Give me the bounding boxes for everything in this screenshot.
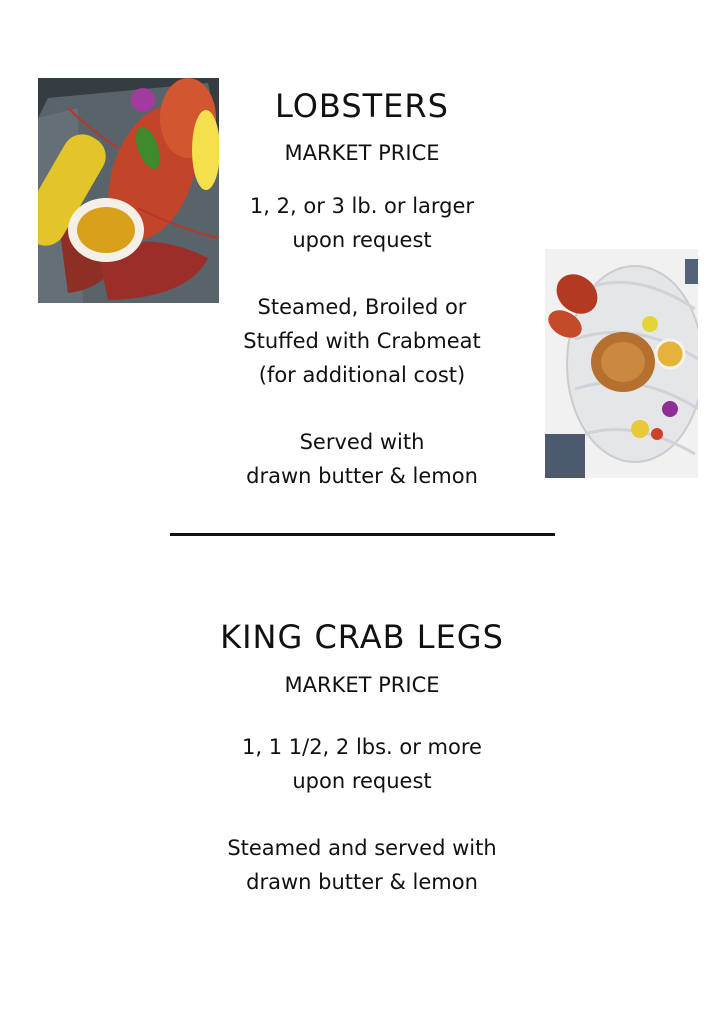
lobsters-prep-line-3: (for additional cost)	[258, 363, 466, 387]
lobsters-sizes-line-1: 1, 2, or 3 lb. or larger	[249, 194, 475, 218]
king-crab-served-line-1: Steamed and served with	[227, 836, 497, 860]
king-crab-sizes-line-1: 1, 1 1/2, 2 lbs. or more	[242, 735, 482, 759]
lobsters-prep-line-2: Stuffed with Crabmeat	[243, 329, 481, 353]
lobsters-prep-line-1: Steamed, Broiled or	[257, 295, 467, 319]
lobsters-served-line-2: drawn butter & lemon	[246, 464, 478, 488]
king-crab-price: MARKET PRICE	[284, 673, 440, 697]
king-crab-served-line-2: drawn butter & lemon	[246, 870, 478, 894]
king-crab-sizes-line-2: upon request	[292, 769, 432, 793]
lobsters-title: LOBSTERS	[275, 87, 449, 125]
section-divider	[170, 533, 555, 536]
lobsters-sizes-line-2: upon request	[292, 228, 432, 252]
lobsters-price: MARKET PRICE	[284, 141, 440, 165]
king-crab-title: KING CRAB LEGS	[220, 618, 504, 656]
lobsters-served-line-1: Served with	[299, 430, 425, 454]
